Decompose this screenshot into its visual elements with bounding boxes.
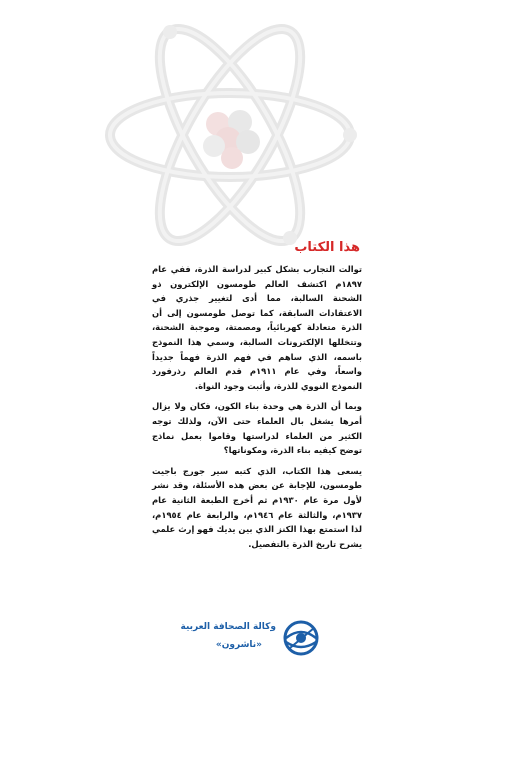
publisher-name: وكالة الصحافة العربية [180,622,276,632]
publisher-block [168,614,328,662]
atom-watermark-icon [100,20,360,250]
section-title: هذا الكتاب [294,240,360,255]
description-paragraph: يسعى هذا الكتاب، الذي كتبه سير جورج باجيت طومسون، للإجابة عن بعض هذه الأسئلة، وقد نشر لأول مرة عام ١٩٣٠م ثم أخرج الطبعة الثانية عام ١٩٣٧م، والثالثة عام ١٩٤٦م، والرابعة عام ١٩٥٤م، لذا استمتع بهذا الكنز الذي بين يديك فهو إرث علمي يشرح تاريخ الذرة بالتفصيل. [152,465,363,549]
description-paragraph: وبما أن الذرة هي وحدة بناء الكون، فكان ولا يزال أمرها يشغل بال العلماء حتى الآن، ولذلك توجه الكثير من العلماء لدراستها وقاموا بعمل نماذج توضح كيفيه بناء الذرة، ومكوناتها؟ [152,401,362,456]
publisher-subtitle: «ناشرون» [215,640,262,650]
description-paragraph: توالت التجارب بشكل كبير لدراسة الذرة، ففي عام ١٨٩٧م اكتشف العالم طومسون الإلكترون ذو الشحنة السالبة، مما أدى لتغيير جذري في الاعتقادات السابقة، كما توصل طومسون إلى أن الذرة متعادلة كهربائياً، ومصمتة، وموجبة الشحنة، وتتخللها الإلكترونات السالبة، وسمي هذا النموذج باسمه، الذي ساهم في فهم الذرة فهماً جديداً واسعاً، وفي عام ١٩١١م قدم العالم رذرفورد النموذج النووي للذرة، وأثبت وجود النواة. [152,264,362,391]
publisher-logo-icon [280,618,322,658]
book-description [152,262,362,557]
